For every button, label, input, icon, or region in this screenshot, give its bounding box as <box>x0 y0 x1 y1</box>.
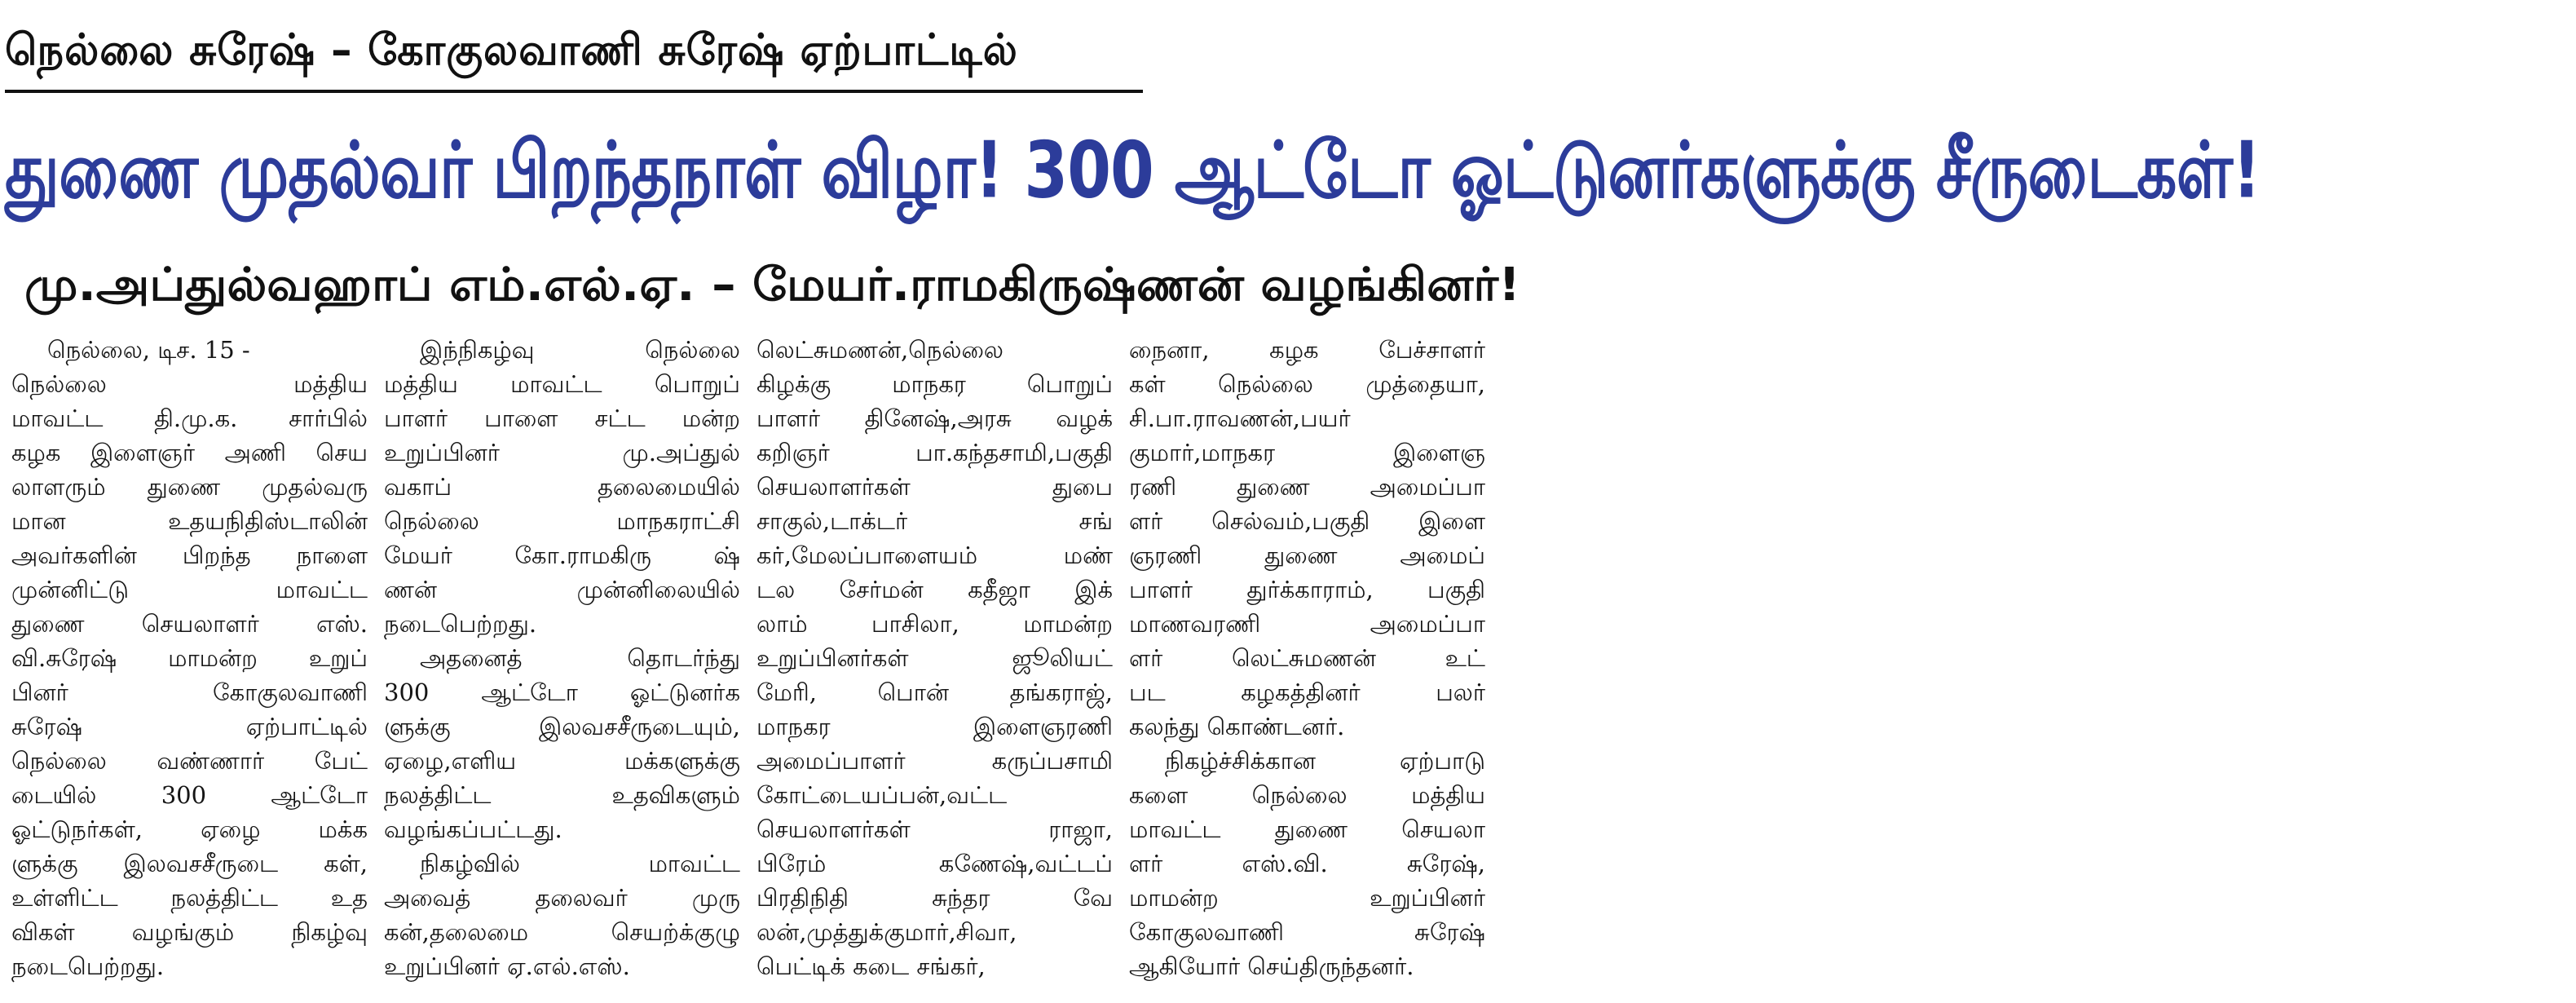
article-line: பெட்டிக் கடை சங்கர், <box>756 952 986 980</box>
article-line: சுரேஷ் ஏற்பாட்டில் <box>11 713 368 740</box>
article-line: மாவட்ட துணை செயலா <box>1129 815 1485 843</box>
article-line: டல சேர்மன் கதீஜா இக் <box>756 576 1113 603</box>
article-line: கர்,மேலப்பாளையம் மண் <box>756 541 1113 569</box>
article-line: கோகுலவாணி சுரேஷ் <box>1129 918 1485 946</box>
article-line: கன்,தலைமை செயற்க்குழு <box>384 918 740 946</box>
article-line: கிழக்கு மாநகர பொறுப் <box>756 370 1113 398</box>
article-line: பிரதிநிதி சுந்தர வே <box>756 884 1113 912</box>
article-line: நைனா, கழக பேச்சாளர் <box>1129 336 1485 364</box>
article-line: உறுப்பினர்கள் ஜூலியட் <box>756 644 1113 672</box>
article-line: ளுக்கு இலவசசீருடையும், <box>384 713 740 740</box>
article-line: செயலாளர்கள் ராஜா, <box>756 815 1113 843</box>
article-line: குமார்,மாநகர இளைஞ <box>1129 439 1485 466</box>
headline <box>5 104 2261 233</box>
article-line: மேரி, பொன் தங்கராஜ், <box>756 678 1113 706</box>
article-line: கள் நெல்லை முத்தையா, <box>1129 370 1485 398</box>
article-line: பாளர் பாளை சட்ட மன்ற <box>384 404 740 432</box>
article-line: மாவட்ட தி.மு.க. சார்பில் <box>11 404 368 432</box>
article-line: நெல்லை மாநகராட்சி <box>384 507 740 535</box>
article-line: அதனைத் தொடர்ந்து <box>420 644 740 672</box>
article-line: துணை செயலாளர் எஸ். <box>11 610 368 638</box>
article-column-3 <box>752 333 1124 993</box>
article-line: வி.சுரேஷ் மாமன்ற உறுப் <box>11 644 368 672</box>
article-line: பிரேம் கணேஷ்,வட்டப் <box>756 850 1113 877</box>
article-body <box>7 333 1497 993</box>
article-line: கோட்டையப்பன்,வட்ட <box>756 781 1008 809</box>
article-line: நடைபெற்றது. <box>11 952 165 980</box>
article-column-4 <box>1124 333 1497 993</box>
article-line: ளர் லெட்சுமணன் உட் <box>1129 644 1485 672</box>
article-line: ஓட்டுநர்கள், ஏழை மக்க <box>11 815 368 843</box>
article-line: நலத்திட்ட உதவிகளும் <box>384 781 740 809</box>
kicker-banner <box>5 11 1143 93</box>
article-line: பாளர் துர்க்காராம், பகுதி <box>1129 576 1485 603</box>
article-line: மாமன்ற உறுப்பினர் <box>1129 884 1485 912</box>
article-line: மாணவரணி அமைப்பா <box>1129 610 1485 638</box>
article-line: கறிஞர் பா.கந்தசாமி,பகுதி <box>756 439 1113 466</box>
article-line: நடைபெற்றது. <box>384 610 537 638</box>
article-line: மேயர் கோ.ராமகிரு ஷ் <box>384 541 740 569</box>
article-line: நெல்லை வண்ணார் பேட் <box>11 747 368 775</box>
article-line: ளர் செல்வம்,பகுதி இளை <box>1129 507 1485 535</box>
article-line: பட கழகத்தினர் பலர் <box>1129 678 1485 706</box>
subheadline-text: மு.அப்துல்வஹாப் எம்.எல்.ஏ. – மேயர்.ராமகிருஷ்ணன் வழங்கினர்! <box>24 258 1521 312</box>
article-line: வழங்கப்பட்டது. <box>384 815 562 843</box>
article-column-2 <box>379 333 752 993</box>
article-line: செயலாளர்கள் துபை <box>756 473 1113 501</box>
article-line: நிகழ்வில் மாவட்ட <box>420 850 740 877</box>
article-line: அவர்களின் பிறந்த நாளை <box>11 541 368 569</box>
article-line: ளர் எஸ்.வி. சுரேஷ், <box>1129 850 1485 877</box>
article-line: லாம் பாசிலா, மாமன்ற <box>756 610 1113 638</box>
article-line: மான உதயநிதிஸ்டாலின் <box>11 507 368 535</box>
article-line: லெட்சுமணன்,நெல்லை <box>756 336 1003 364</box>
article-line: டையில் 300 ஆட்டோ <box>11 781 368 809</box>
article-line: ளுக்கு இலவசசீருடை கள், <box>11 850 368 877</box>
article-line: கழக இளைஞர் அணி செய <box>11 439 368 466</box>
kicker-text: நெல்லை சுரேஷ் – கோகுலவாணி சுரேஷ் ஏற்பாட்டில் <box>5 24 1018 75</box>
article-line: களை நெல்லை மத்திய <box>1129 781 1485 809</box>
article-line: பாளர் தினேஷ்,அரசு வழக் <box>756 404 1113 432</box>
article-line: நெல்லை மத்திய <box>11 370 368 398</box>
article-line: 300 ஆட்டோ ஓட்டுனர்க <box>384 678 740 706</box>
article-line: அமைப்பாளர் கருப்பசாமி <box>756 747 1113 775</box>
article-line: லன்,முத்துக்குமார்,சிவா, <box>756 918 1017 946</box>
article-line: ஏழை,எளிய மக்களுக்கு <box>384 747 740 775</box>
article-column-1 <box>7 333 379 993</box>
article-line: ஆகியோர் செய்திருந்தனர். <box>1129 952 1414 980</box>
article-line: விகள் வழங்கும் நிகழ்வு <box>11 918 368 946</box>
article-line: நெல்லை, டிச. 15 - <box>47 336 250 364</box>
article-line: நிகழ்ச்சிக்கான ஏற்பாடு <box>1165 747 1485 775</box>
article-line: வகாப் தலைமையில் <box>384 473 740 501</box>
subheadline <box>24 245 1521 334</box>
article-line: மாநகர இளைஞரணி <box>756 713 1113 740</box>
article-line: ஞரணி துணை அமைப் <box>1129 541 1485 569</box>
article-line: மத்திய மாவட்ட பொறுப் <box>384 370 740 398</box>
article-line: ரணி துணை அமைப்பா <box>1129 473 1485 501</box>
article-line: இந்நிகழ்வு நெல்லை <box>420 336 740 364</box>
article-line: அவைத் தலைவர் முரு <box>384 884 740 912</box>
article-line: பினர் கோகுலவாணி <box>11 678 368 706</box>
article-line: உறுப்பினர் ஏ.எல்.எஸ். <box>384 952 630 980</box>
article-line: முன்னிட்டு மாவட்ட <box>11 576 368 603</box>
article-line: கலந்து கொண்டனர். <box>1129 713 1345 740</box>
article-line: சி.பா.ராவணன்,பயர் <box>1129 404 1351 432</box>
headline-text: துணை முதல்வர் பிறந்தநாள் விழா! 300 ஆட்டோ ஓட்டுனர்களுக்கு சீருடைகள்! <box>5 124 2261 216</box>
article-line: லாளரும் துணை முதல்வரு <box>11 473 368 501</box>
article-line: உறுப்பினர் மு.அப்துல் <box>384 439 740 466</box>
article-line: சாகுல்,டாக்டர் சங் <box>756 507 1113 535</box>
article-line: ணன் முன்னிலையில் <box>384 576 740 603</box>
article-line: உள்ளிட்ட நலத்திட்ட உத <box>11 884 368 912</box>
